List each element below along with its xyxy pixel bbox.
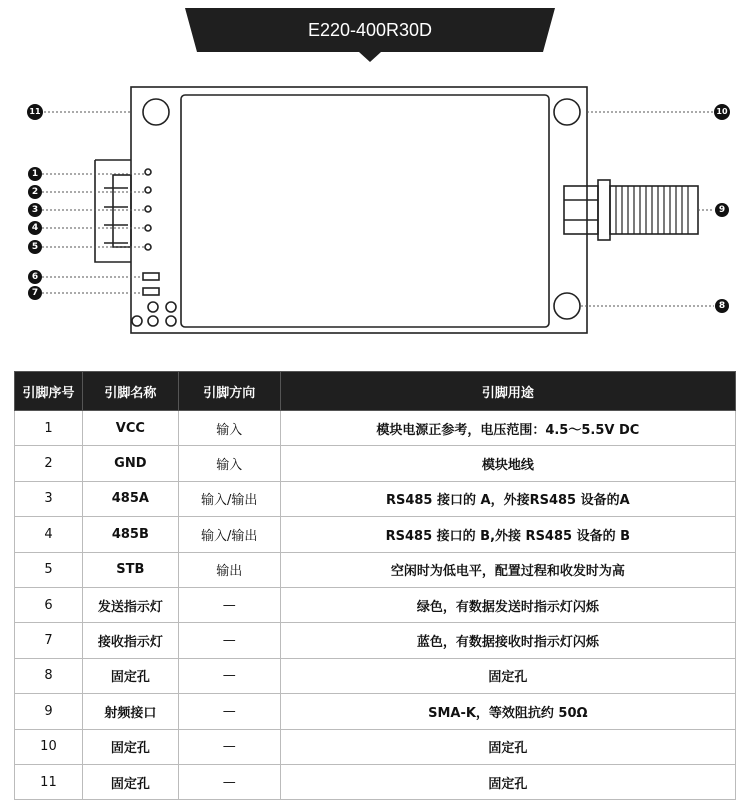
pin-number: 2 — [15, 446, 83, 481]
board-outline — [131, 87, 587, 333]
pin-number: 11 — [15, 764, 83, 799]
pin-name: 接收指示灯 — [82, 623, 178, 658]
callout-11: 11 — [27, 104, 43, 120]
pin-name: 固定孔 — [82, 764, 178, 799]
led-recv — [143, 288, 159, 295]
hole-8 — [554, 293, 580, 319]
callout-4: 4 — [28, 221, 42, 235]
pin-name: VCC — [82, 411, 178, 446]
pin-number: 10 — [15, 729, 83, 764]
pin-usage: 空闲时为低电平，配置过程和收发时为高 — [280, 552, 735, 587]
pin-name: GND — [82, 446, 178, 481]
pin-usage: SMA-K，等效阻抗约 50Ω — [280, 694, 735, 729]
pin-usage: 固定孔 — [280, 729, 735, 764]
callout-7: 7 — [28, 286, 42, 300]
pin-number: 1 — [15, 411, 83, 446]
table-row — [15, 764, 736, 799]
callout-8: 8 — [715, 299, 729, 313]
callout-2: 2 — [28, 185, 42, 199]
table-row — [15, 587, 736, 622]
pin-direction: 输入 — [178, 411, 280, 446]
callout-10: 10 — [714, 104, 730, 120]
table-row — [15, 694, 736, 729]
pin-name: 发送指示灯 — [82, 587, 178, 622]
pin-direction: 输入 — [178, 446, 280, 481]
callout-5: 5 — [28, 240, 42, 254]
pin-usage: RS485 接口的 A，外接RS485 设备的A — [280, 481, 735, 516]
table-header-row — [15, 372, 736, 411]
module-outline — [0, 70, 750, 350]
pin-direction: — — [178, 658, 280, 693]
pin-direction: 输入/输出 — [178, 517, 280, 552]
shield-area — [181, 95, 549, 327]
pin-usage: RS485 接口的 B,外接 RS485 设备的 B — [280, 517, 735, 552]
table-row — [15, 729, 736, 764]
pin-direction: — — [178, 587, 280, 622]
table-row — [15, 411, 736, 446]
pin-number: 7 — [15, 623, 83, 658]
pin-table — [14, 371, 736, 800]
pin-name: 射频接口 — [82, 694, 178, 729]
table-row — [15, 481, 736, 516]
pin-usage: 模块地线 — [280, 446, 735, 481]
pin-direction: — — [178, 764, 280, 799]
pin-direction: — — [178, 623, 280, 658]
pin-direction: — — [178, 729, 280, 764]
title-banner — [185, 8, 555, 52]
module-diagram — [0, 70, 750, 350]
table-row — [15, 552, 736, 587]
pin-usage: 蓝色，有数据接收时指示灯闪烁 — [280, 623, 735, 658]
pin-name: 485A — [82, 481, 178, 516]
sma-base — [564, 186, 598, 234]
connector-body — [113, 175, 131, 247]
pin-name: 固定孔 — [82, 729, 178, 764]
callout-1: 1 — [28, 167, 42, 181]
header-pin-name: 引脚名称 — [82, 372, 178, 411]
pin-direction: — — [178, 694, 280, 729]
hole-10 — [554, 99, 580, 125]
table-row — [15, 517, 736, 552]
table-row — [15, 446, 736, 481]
pin-name: 固定孔 — [82, 658, 178, 693]
callout-3: 3 — [28, 203, 42, 217]
pin-number: 3 — [15, 481, 83, 516]
led-send — [143, 273, 159, 280]
header-pin-number: 引脚序号 — [15, 372, 83, 411]
pin-usage: 绿色，有数据发送时指示灯闪烁 — [280, 587, 735, 622]
callout-6: 6 — [28, 270, 42, 284]
pin-number: 4 — [15, 517, 83, 552]
pin-usage: 固定孔 — [280, 658, 735, 693]
pin-name: STB — [82, 552, 178, 587]
callout-9: 9 — [715, 203, 729, 217]
pin-number: 5 — [15, 552, 83, 587]
header-pin-usage: 引脚用途 — [280, 372, 735, 411]
module-title: E220-400R30D — [307, 20, 433, 40]
sma-thread — [610, 186, 698, 234]
pin-usage: 模块电源正参考，电压范围：4.5～5.5V DC — [280, 411, 735, 446]
pin-usage: 固定孔 — [280, 764, 735, 799]
table-row — [15, 658, 736, 693]
hole-11 — [143, 99, 169, 125]
pin-number: 6 — [15, 587, 83, 622]
pin-name: 485B — [82, 517, 178, 552]
table-row — [15, 623, 736, 658]
header-pin-direction: 引脚方向 — [178, 372, 280, 411]
pin-number: 9 — [15, 694, 83, 729]
pin-number: 8 — [15, 658, 83, 693]
pin-direction: 输入/输出 — [178, 481, 280, 516]
pin-direction: 输出 — [178, 552, 280, 587]
